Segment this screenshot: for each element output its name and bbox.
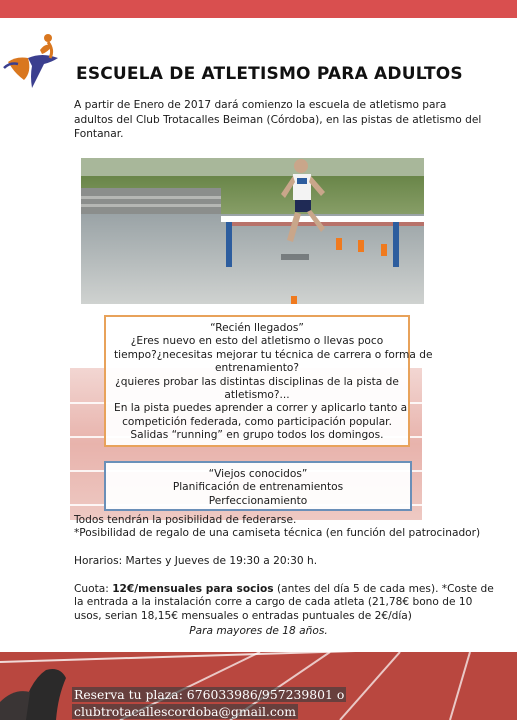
box-heading: “Viejos conocidos” [208, 468, 308, 480]
age-note: Para mayores de 18 años. [189, 625, 328, 637]
intro-paragraph [74, 98, 484, 142]
experienced-runners-box [104, 461, 412, 511]
top-color-bar [0, 0, 517, 18]
intro-date: Enero de 2017 [133, 99, 212, 111]
new-runners-box [104, 315, 433, 447]
box-line: Salidas “running” en grupo todos los domingos. [130, 429, 384, 442]
schedule-text: Horarios: Martes y Jueves de 19:30 a 20:30 h. [74, 555, 318, 567]
box-line: ¿Eres nuevo en esto del atletismo o llevas poco [130, 335, 384, 348]
fee-paragraph [74, 583, 494, 623]
box-line: Planificación de entrenamientos [172, 481, 344, 494]
box-line: tiempo?¿necesitas mejorar tu técnica de carrera o forma de [114, 348, 433, 361]
club-logo [2, 28, 70, 94]
intro-part2: dará comienzo la escuela de atletismo para adultos del Club Trotacalles Beiman (Córdoba), en las pistas de atletismo del Fontanar. [74, 99, 482, 141]
reservation-contact [72, 686, 352, 720]
fee-label: Cuota: [74, 583, 113, 595]
box-line: En la pista puedes aprender a correr y aplicarlo tanto a [114, 402, 408, 415]
reservation-phones: Reserva tu plaza: 676033986/957239801 o [74, 687, 345, 702]
page-title: ESCUELA DE ATLETISMO PARA ADULTOS [76, 64, 463, 84]
box-line: entrenamiento? [215, 362, 299, 375]
intro-part1: A partir de [74, 99, 134, 111]
box-line: Perfeccionamiento [208, 494, 308, 507]
reservation-email[interactable]: clubtrotacallescordoba@gmail.com [74, 704, 296, 719]
fee-rest: (antes del día 5 de cada mes). *Coste de la entrada a la instalación corre a cargo de cada atleta (21,78€ bono de 10 usos, serian 18,15€ mensuales o entradas puntuales de 2€/día) [74, 583, 494, 622]
steeplechase-photo [81, 158, 424, 304]
box-line: atletismo?... [224, 389, 290, 402]
federate-text: Todos tendrán la posibilidad de federarse. [74, 514, 297, 526]
box-line: competición federada, como participación popular. [122, 415, 392, 428]
box-line: ¿quieres probar las distintas disciplinas de la pista de [115, 375, 399, 388]
shirt-text: *Posibilidad de regalo de una camiseta técnica (en función del patrocinador) [74, 527, 481, 539]
fee-amount: 12€/mensuales para socios [112, 583, 274, 595]
box-heading: “Recién llegados” [210, 322, 304, 334]
